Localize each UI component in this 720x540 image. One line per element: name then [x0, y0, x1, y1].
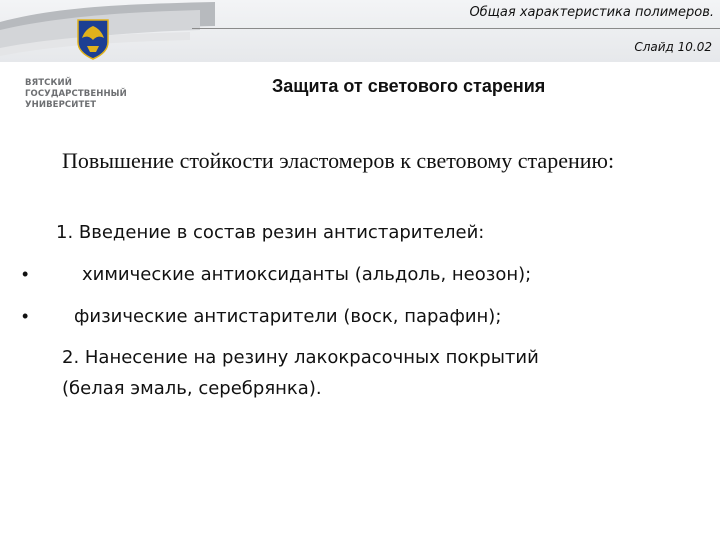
bullet-item: химические антиоксиданты (альдоль, неозон);	[82, 264, 532, 285]
slide-title: Защита от светового старения	[272, 76, 546, 96]
bullet-marker: •	[22, 306, 29, 326]
university-name-line: ВЯТСКИЙ	[25, 78, 72, 88]
slide-number: Слайд 10.02	[634, 40, 712, 54]
university-emblem-icon	[76, 18, 110, 60]
presentation-title: Общая характеристика полимеров.	[469, 5, 714, 20]
header-divider	[192, 28, 720, 29]
intro-text: Повышение стойкости эластомеров к световому старению:	[62, 148, 615, 173]
university-logo	[25, 18, 153, 124]
university-name-line: ГОСУДАРСТВЕННЫЙ	[25, 89, 127, 99]
university-name	[25, 78, 153, 111]
bullet-item: физические антистарители (воск, парафин);	[74, 306, 502, 327]
list-item-1: 1. Введение в состав резин антистарителей:	[56, 222, 485, 243]
bullet-marker: •	[22, 264, 29, 284]
list-item-2-line: (белая эмаль, серебрянка).	[62, 378, 322, 399]
university-name-line: УНИВЕРСИТЕТ	[25, 100, 97, 110]
list-item-2-line: 2. Нанесение на резину лакокрасочных покрытий	[62, 347, 539, 368]
